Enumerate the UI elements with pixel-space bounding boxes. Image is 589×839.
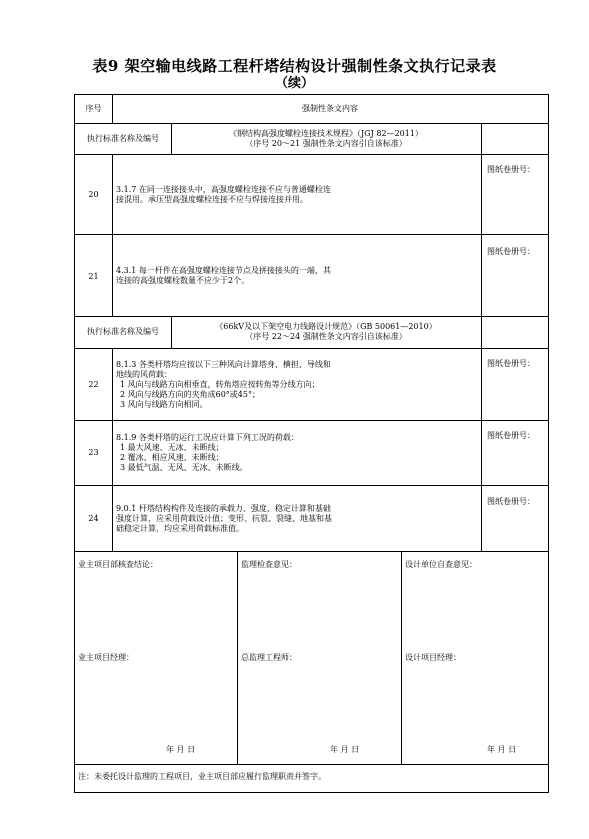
sign-date: 年 月 日	[166, 745, 196, 754]
standard-name: 《66kV及以下架空电力线路设计规范》（GB 50061—2010）	[215, 322, 437, 331]
sign-date: 年 月 日	[330, 745, 360, 754]
clause-line: 础稳定计算，均应采用荷载标准值。	[116, 524, 244, 533]
clause-line: 连接的高强度螺栓数量不应少于2个。	[116, 276, 250, 285]
row-seq: 24	[88, 514, 99, 523]
row-seq: 21	[88, 272, 99, 281]
clause-line: 1 风向与线路方向相垂直，转角塔应按转角等分线方向；	[120, 380, 320, 389]
standard-name: 《钢结构高强度螺栓连接技术规程》（JGJ 82—2011）	[229, 129, 423, 138]
clause-line: 接混用。承压型高强度螺栓连接不应与焊接连接并用。	[116, 195, 308, 204]
clause-line: 3 最低气温、无风、无冰、未断线。	[120, 463, 248, 472]
owner-review-conclusion-label: 业主项目部核查结论：	[78, 560, 158, 569]
design-self-check-label: 设计单位自查意见：	[405, 560, 477, 569]
clause-line: 强度计算，应采用荷载设计值；变形、抗裂、裂缝、地基和基	[116, 514, 332, 523]
chief-supervisor-label: 总监理工程师：	[241, 653, 297, 662]
clause-line: 2 风向与线路方向的夹角成60°或45°；	[120, 390, 260, 399]
record-table	[74, 94, 549, 793]
clause-line: 2 覆冰、相应风速、未断线；	[120, 453, 224, 462]
clause-line: 1 最大风速、无冰、未断线；	[120, 443, 224, 452]
clause-line: 8.1.9 各类杆塔的运行工况应计算下列工况的荷载：	[116, 433, 299, 442]
drawing-number-label: 图纸卷册号：	[487, 359, 535, 368]
clause-line: 3.1.7 在同一连接接头中，高强度螺栓连接不应与普通螺栓连	[116, 185, 331, 194]
page-subtitle: （续）	[274, 76, 314, 91]
clause-line: 地线的风荷载：	[116, 370, 172, 379]
drawing-number-label: 图纸卷册号：	[487, 165, 535, 174]
standard-label: 执行标准名称及编号	[87, 327, 159, 336]
clause-line: 8.1.3 各类杆塔均应按以下三种风向计算塔身、横担、导线和	[116, 360, 331, 369]
standard-label: 执行标准名称及编号	[87, 134, 159, 143]
drawing-number-label: 图纸卷册号：	[487, 431, 535, 440]
sign-date: 年 月 日	[487, 745, 517, 754]
design-manager-label: 设计项目经理：	[405, 653, 461, 662]
header-content: 强制性条文内容	[302, 104, 358, 113]
row-seq: 23	[88, 448, 99, 457]
page-title: 表9 架空输电线路工程杆塔结构设计强制性条文执行记录表	[92, 57, 497, 75]
row-seq: 22	[88, 380, 99, 389]
standard-scope: （序号 20～21 强制性条文内容引自该标准）	[245, 139, 407, 148]
clause-line: 4.3.1 每一杆件在高强度螺栓连接节点及拼接接头的一端，其	[116, 266, 331, 275]
header-seq: 序号	[85, 104, 102, 113]
drawing-number-label: 图纸卷册号：	[487, 247, 535, 256]
row-seq: 20	[88, 190, 99, 199]
footnote: 注：未委托设计监理的工程项目，业主项目部应履行监理职责并签字。	[78, 772, 326, 781]
drawing-number-label: 图纸卷册号：	[487, 497, 535, 506]
clause-line: 3 风向与线路方向相同。	[120, 400, 208, 409]
clause-line: 9.0.1 杆塔结构构件及连接的承载力、强度、稳定计算和基础	[116, 504, 331, 513]
standard-scope: （序号 22～24 强制性条文内容引自该标准）	[245, 332, 407, 341]
supervision-opinion-label: 监理检查意见：	[241, 560, 297, 569]
owner-manager-label: 业主项目经理：	[78, 653, 134, 662]
